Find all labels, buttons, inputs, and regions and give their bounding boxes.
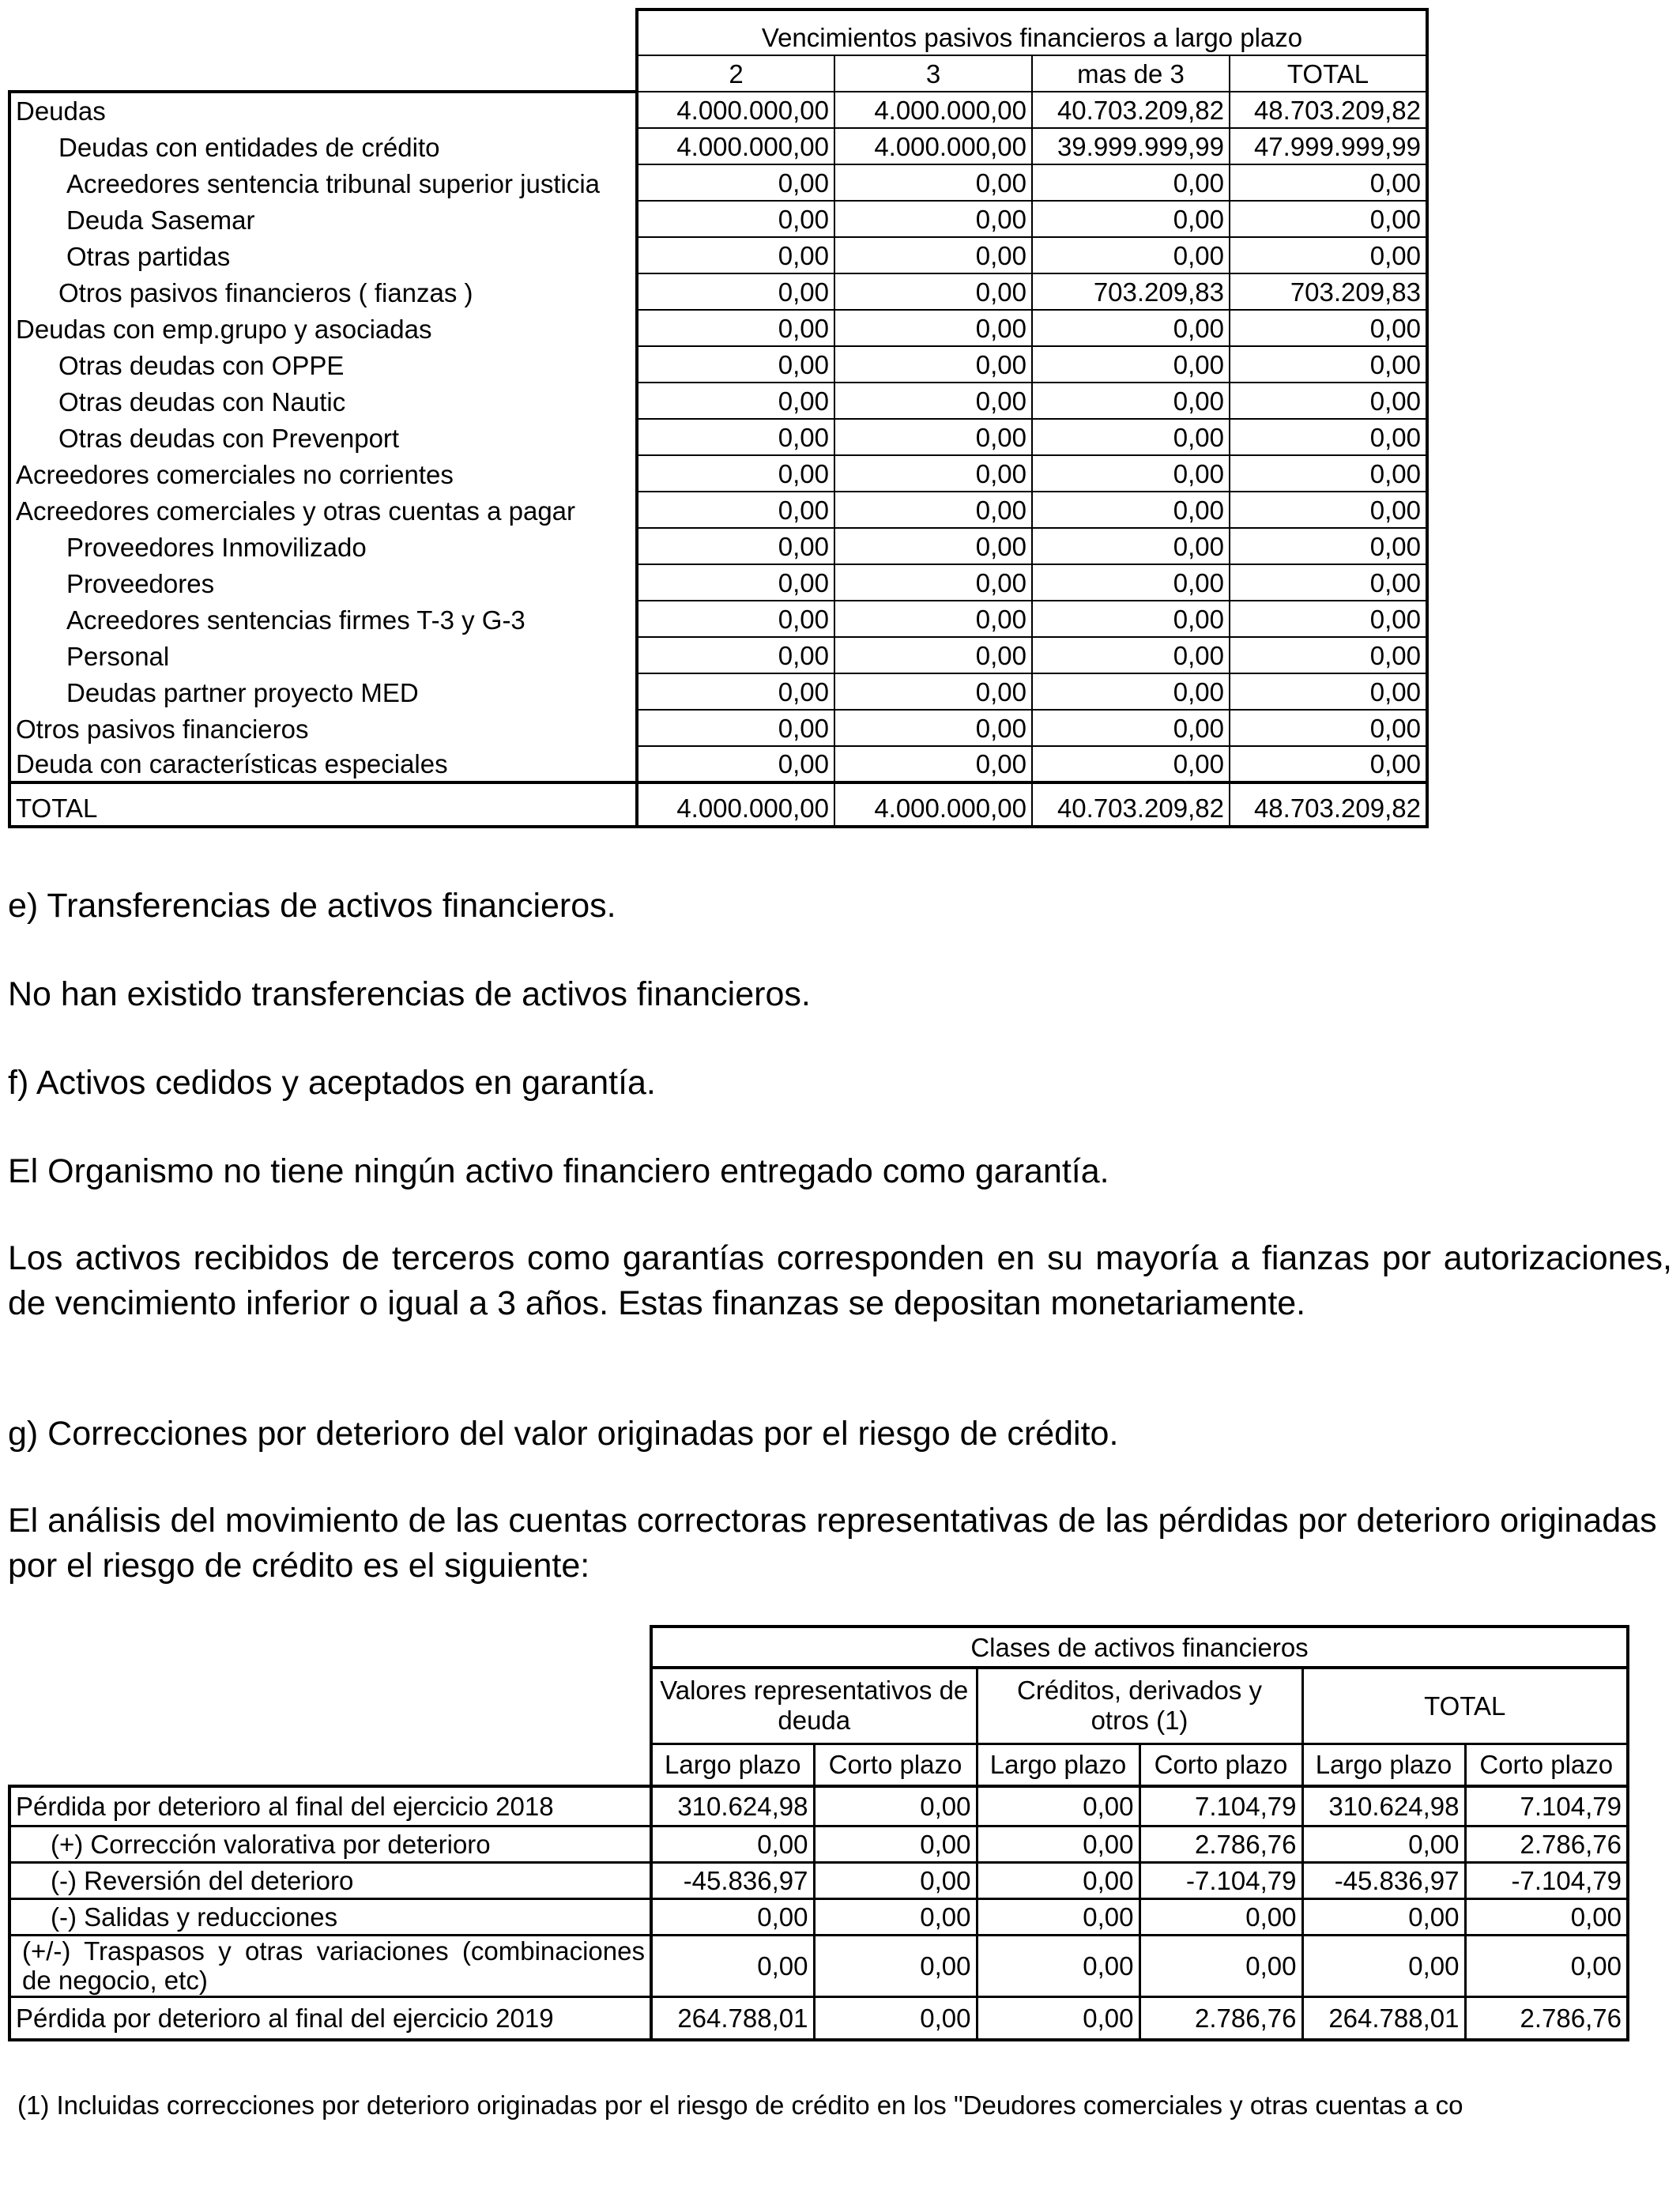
value-cell: 0,00 [1230,383,1427,419]
row-label: Otras partidas [9,237,637,273]
row-label: Otras deudas con OPPE [9,346,637,383]
value-cell: 0,00 [814,1786,977,1826]
value-cell: -7.104,79 [1139,1862,1302,1898]
row-label: Otras deudas con Prevenport [9,419,637,455]
table-row [9,528,1427,564]
total-value-cell: 40.703.209,82 [1032,782,1230,827]
value-cell: 0,00 [814,1997,977,2040]
table-row [9,383,1427,419]
value-cell: 2.786,76 [1465,1826,1628,1862]
value-cell: 0,00 [637,383,834,419]
value-cell: 0,00 [1139,1898,1302,1935]
row-label: Acreedores comerciales no corrientes [9,455,637,492]
subcolumn-header: Corto plazo [814,1744,977,1786]
table-row [9,1898,1628,1935]
table-row [9,419,1427,455]
value-cell: 264.788,01 [1302,1997,1465,2040]
value-cell: 0,00 [637,601,834,637]
value-cell: 7.104,79 [1139,1786,1302,1826]
row-label: Deuda con características especiales [9,746,637,782]
row-label: Pérdida por deterioro al final del ejercicio 2018 [9,1786,651,1826]
value-cell: 0,00 [1032,164,1230,201]
table-row [9,673,1427,710]
value-cell: 0,00 [1302,1898,1465,1935]
value-cell: 0,00 [1230,346,1427,383]
asset-classes-header: Clases de activos financieros [651,1627,1628,1668]
value-cell: 310.624,98 [651,1786,814,1826]
value-cell: 0,00 [1032,528,1230,564]
value-cell: 39.999.999,99 [1032,128,1230,164]
row-label: Acreedores sentencia tribunal superior justicia [9,164,637,201]
value-cell: 0,00 [1302,1826,1465,1862]
value-cell: 0,00 [834,492,1032,528]
table-row [9,1935,1628,1997]
table-row [9,273,1427,310]
value-cell: 0,00 [637,528,834,564]
value-cell: 0,00 [637,201,834,237]
value-cell: 0,00 [834,564,1032,601]
row-label: Deudas partner proyecto MED [9,673,637,710]
value-cell: 0,00 [834,164,1032,201]
value-cell: 4.000.000,00 [834,128,1032,164]
column-header: 2 [637,55,834,92]
maturity-table [8,8,1429,828]
value-cell: 0,00 [1230,601,1427,637]
section-f-heading: f) Activos cedidos y aceptados en garantía. [8,1064,656,1102]
value-cell: 0,00 [977,1997,1139,2040]
value-cell: 0,00 [1032,346,1230,383]
table-row [9,601,1427,637]
value-cell: 0,00 [1032,492,1230,528]
value-cell: 0,00 [637,673,834,710]
total-value-cell: 4.000.000,00 [637,782,834,827]
value-cell: 0,00 [1139,1935,1302,1997]
value-cell: 0,00 [1465,1935,1628,1997]
value-cell: 0,00 [1032,455,1230,492]
subcolumn-header: Corto plazo [1139,1744,1302,1786]
value-cell: 4.000.000,00 [834,92,1032,128]
value-cell: 0,00 [1032,237,1230,273]
value-cell: 0,00 [637,710,834,746]
value-cell: 0,00 [834,528,1032,564]
value-cell: 0,00 [1465,1898,1628,1935]
table-row [9,1997,1628,2040]
row-label: Deudas [9,92,637,128]
value-cell: 0,00 [1230,201,1427,237]
row-label: Deuda Sasemar [9,201,637,237]
table-row [9,1786,1628,1826]
class-header: Créditos, derivados y otros (1) [977,1668,1302,1744]
value-cell: 0,00 [637,273,834,310]
value-cell: 310.624,98 [1302,1786,1465,1826]
maturity-group-header: Vencimientos pasivos financieros a largo plazo [637,9,1427,55]
section-f-body-2: Los activos recibidos de terceros como garantías corresponden en su mayoría a fianzas por autorizaciones, de vencimiento inferior o igual a 3 años. Estas finanzas se depositan monetariamente. [8,1239,1672,1322]
row-label: (-) Salidas y reducciones [9,1898,651,1935]
table-row [9,710,1427,746]
class-header: TOTAL [1302,1668,1628,1744]
subcolumn-header: Largo plazo [651,1744,814,1786]
value-cell: 0,00 [977,1786,1139,1826]
value-cell: 0,00 [637,564,834,601]
value-cell: 0,00 [977,1898,1139,1935]
table-row [9,746,1427,782]
value-cell: 0,00 [1230,419,1427,455]
value-cell: 0,00 [1032,201,1230,237]
total-value-cell: 4.000.000,00 [834,782,1032,827]
value-cell: 7.104,79 [1465,1786,1628,1826]
value-cell: 0,00 [1032,564,1230,601]
table-row [9,492,1427,528]
table-row [9,1862,1628,1898]
value-cell: 0,00 [1302,1935,1465,1997]
value-cell: 0,00 [814,1862,977,1898]
value-cell: -7.104,79 [1465,1862,1628,1898]
value-cell: 0,00 [1032,419,1230,455]
value-cell: 0,00 [834,673,1032,710]
value-cell: 0,00 [1230,673,1427,710]
row-label: Otros pasivos financieros ( fianzas ) [9,273,637,310]
value-cell: 0,00 [1032,637,1230,673]
section-g-heading: g) Correcciones por deterioro del valor originadas por el riesgo de crédito. [8,1415,1119,1453]
value-cell: 0,00 [1032,310,1230,346]
value-cell: 0,00 [1230,528,1427,564]
total-row [9,782,1427,827]
value-cell: 0,00 [1230,564,1427,601]
value-cell: 2.786,76 [1465,1997,1628,2040]
subcolumn-header: Corto plazo [1465,1744,1628,1786]
value-cell: -45.836,97 [651,1862,814,1898]
value-cell: 0,00 [814,1935,977,1997]
total-value-cell: 48.703.209,82 [1230,782,1427,827]
row-label: Acreedores sentencias firmes T-3 y G-3 [9,601,637,637]
value-cell: 0,00 [1032,383,1230,419]
row-label: Proveedores [9,564,637,601]
footnote: (1) Incluidas correcciones por deterioro originadas por el riesgo de crédito en los "Deudores comerciales y otras cuentas a co [17,2090,1463,2120]
value-cell: 0,00 [651,1826,814,1862]
value-cell: 0,00 [1230,237,1427,273]
value-cell: 0,00 [1230,637,1427,673]
value-cell: 0,00 [834,310,1032,346]
column-header: mas de 3 [1032,55,1230,92]
subcolumn-header: Largo plazo [977,1744,1139,1786]
value-cell: 0,00 [637,455,834,492]
value-cell: 703.209,83 [1230,273,1427,310]
value-cell: 0,00 [834,746,1032,782]
table-row [9,637,1427,673]
row-label: (-) Reversión del deterioro [9,1862,651,1898]
value-cell: 0,00 [1230,746,1427,782]
value-cell: 0,00 [1230,310,1427,346]
value-cell: 0,00 [637,637,834,673]
value-cell: 0,00 [834,383,1032,419]
row-label: Deudas con entidades de crédito [9,128,637,164]
value-cell: 0,00 [834,346,1032,383]
row-label: (+/-) Traspasos y otras variaciones (combinaciones de negocio, etc) [9,1935,651,1997]
value-cell: 0,00 [637,419,834,455]
value-cell: 0,00 [977,1826,1139,1862]
value-cell: 0,00 [1230,455,1427,492]
value-cell: 0,00 [1230,710,1427,746]
impairment-table [8,1625,1629,2041]
value-cell: 0,00 [637,237,834,273]
value-cell: 0,00 [637,310,834,346]
value-cell: 0,00 [651,1935,814,1997]
value-cell: 0,00 [637,746,834,782]
column-header: 3 [834,55,1032,92]
row-label: Acreedores comerciales y otras cuentas a pagar [9,492,637,528]
table-row [9,455,1427,492]
value-cell: 0,00 [814,1826,977,1862]
row-label: Pérdida por deterioro al final del ejercicio 2019 [9,1997,651,2040]
table-row [9,201,1427,237]
section-e-body: No han existido transferencias de activos financieros. [8,975,811,1013]
value-cell: 264.788,01 [651,1997,814,2040]
section-f-body-1: El Organismo no tiene ningún activo financiero entregado como garantía. [8,1152,1109,1190]
value-cell: 0,00 [1032,673,1230,710]
value-cell: 47.999.999,99 [1230,128,1427,164]
row-label: Personal [9,637,637,673]
table-row [9,310,1427,346]
row-label: Proveedores Inmovilizado [9,528,637,564]
value-cell: 0,00 [834,637,1032,673]
row-label: (+) Corrección valorativa por deterioro [9,1826,651,1862]
section-g-body: El análisis del movimiento de las cuentas correctoras representativas de las pérdidas por deterioro originadas por el riesgo de crédito es el siguiente: [8,1502,1657,1585]
value-cell: 0,00 [1230,492,1427,528]
value-cell: 0,00 [834,419,1032,455]
value-cell: 0,00 [637,492,834,528]
value-cell: -45.836,97 [1302,1862,1465,1898]
value-cell: 0,00 [637,346,834,383]
section-e-heading: e) Transferencias de activos financieros. [8,887,616,925]
value-cell: 703.209,83 [1032,273,1230,310]
total-label: TOTAL [9,782,637,827]
table-row [9,92,1427,128]
value-cell: 0,00 [834,710,1032,746]
value-cell: 0,00 [1032,746,1230,782]
value-cell: 0,00 [1230,164,1427,201]
value-cell: 48.703.209,82 [1230,92,1427,128]
value-cell: 0,00 [834,455,1032,492]
value-cell: 0,00 [977,1935,1139,1997]
table-row [9,564,1427,601]
value-cell: 0,00 [977,1862,1139,1898]
table-row [9,128,1427,164]
value-cell: 40.703.209,82 [1032,92,1230,128]
value-cell: 0,00 [637,164,834,201]
table-row [9,237,1427,273]
row-label: Deudas con emp.grupo y asociadas [9,310,637,346]
value-cell: 0,00 [834,601,1032,637]
row-label: Otros pasivos financieros [9,710,637,746]
value-cell: 2.786,76 [1139,1826,1302,1862]
subcolumn-header: Largo plazo [1302,1744,1465,1786]
value-cell: 0,00 [814,1898,977,1935]
table-row [9,164,1427,201]
class-header: Valores representativos de deuda [651,1668,977,1744]
value-cell: 0,00 [1032,710,1230,746]
value-cell: 0,00 [834,273,1032,310]
table-row [9,1826,1628,1862]
value-cell: 0,00 [1032,601,1230,637]
row-label: Otras deudas con Nautic [9,383,637,419]
value-cell: 4.000.000,00 [637,128,834,164]
table-row [9,346,1427,383]
value-cell: 4.000.000,00 [637,92,834,128]
value-cell: 0,00 [834,201,1032,237]
value-cell: 0,00 [651,1898,814,1935]
value-cell: 2.786,76 [1139,1997,1302,2040]
column-header: TOTAL [1230,55,1427,92]
value-cell: 0,00 [834,237,1032,273]
